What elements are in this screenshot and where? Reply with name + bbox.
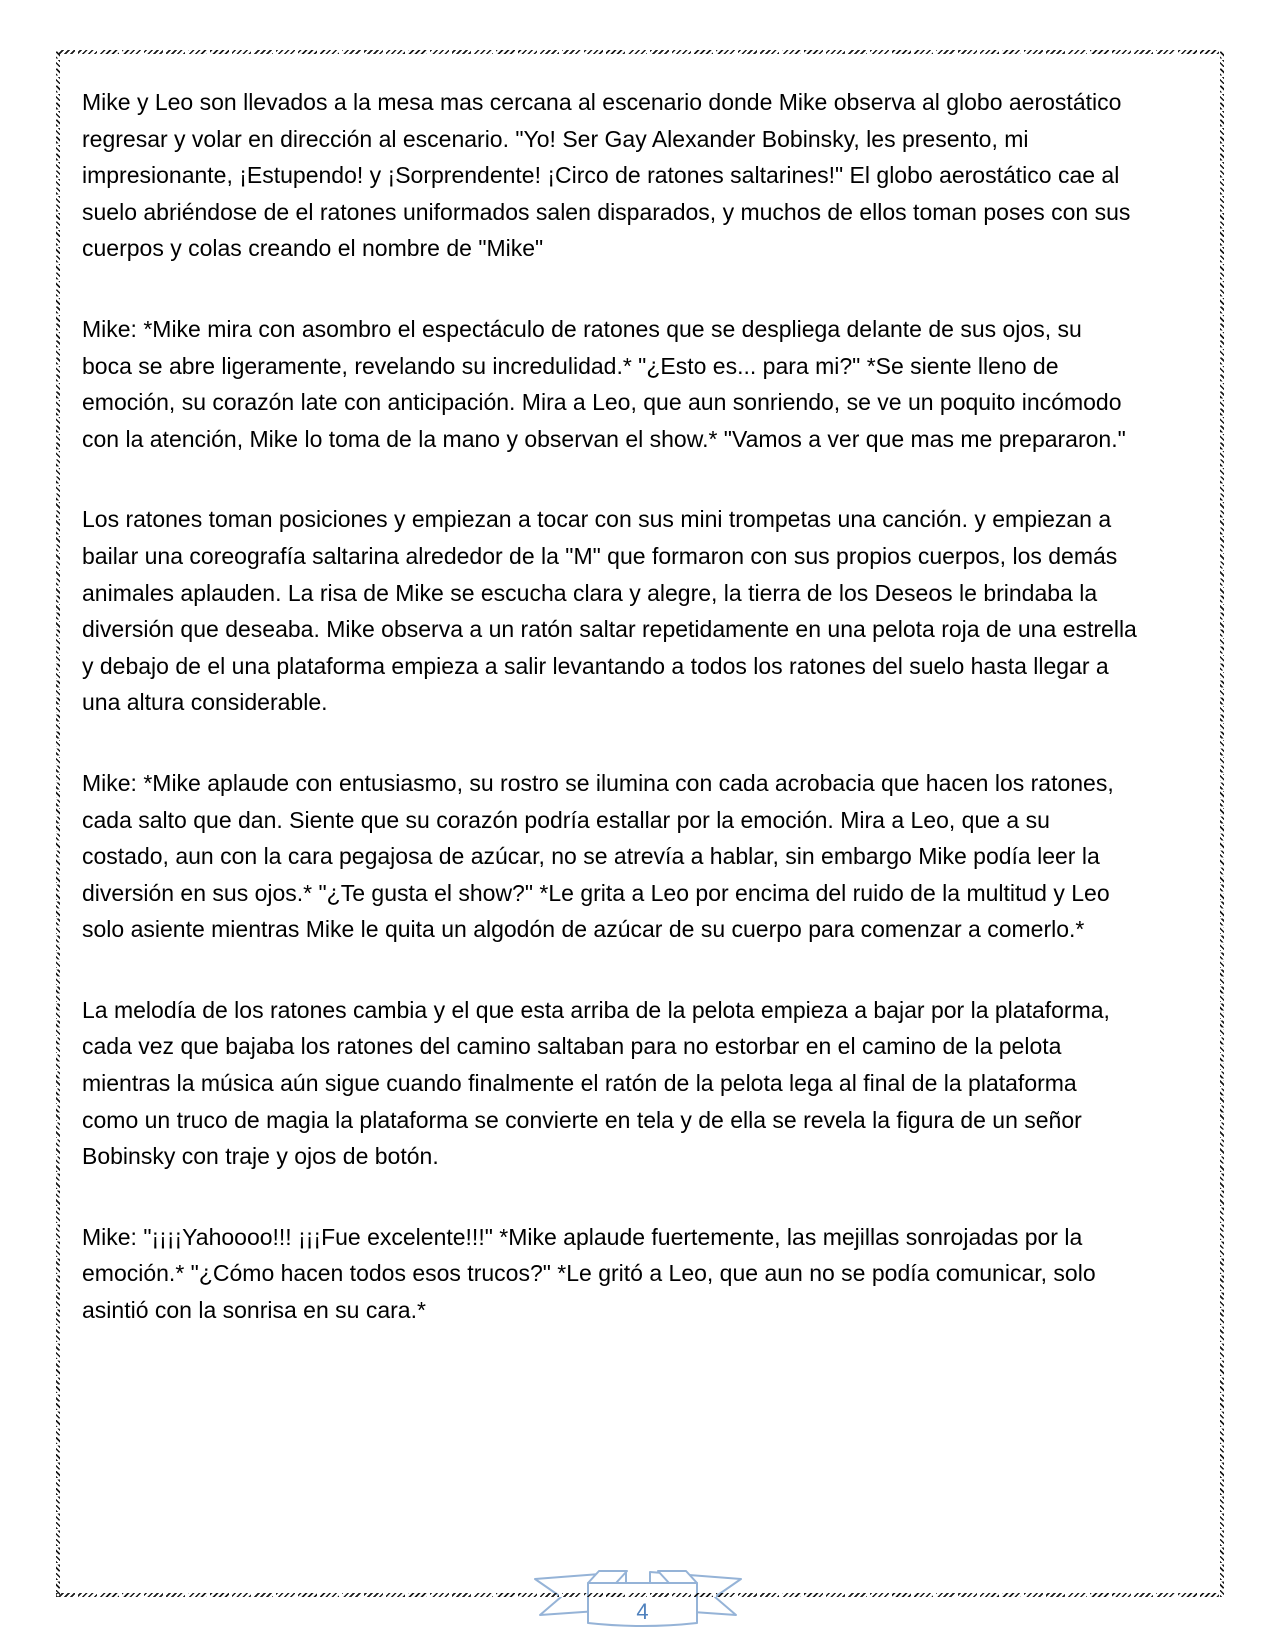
page-border-bottom [56,1593,1220,1597]
story-paragraph-2: Los ratones toman posiciones y empiezan a tocar con sus mini trompetas una canción. y empiezan a bailar una coreografía saltarina alrededor de la "M" que formaron con sus propios cuerpos, los demás animales aplauden. La risa de Mike se escucha clara y alegre, la tierra de los Deseos le brindaba la diversión que deseaba. Mike observa a un ratón saltar repetidamente en una pelota roja de una estrella y debajo de el una plataforma empieza a salir levantando a todos los ratones del suelo hasta llegar a una altura considerable. [82,506,1137,716]
page-border-left [56,50,60,1597]
document-body [82,84,1138,1373]
page-number-ribbon [531,1567,745,1629]
page-border-right [1220,50,1224,1597]
mike-dialogue-paragraph-2: Mike: *Mike aplaude con entusiasmo, su rostro se ilumina con cada acrobacia que hacen los ratones, cada salto que dan. Siente que su corazón podría estallar por la emoción. Mira a Leo, que a su costado, aun con la cara pegajosa de azúcar, no se atrevía a hablar, sin embargo Mike podía leer la diversión en sus ojos.* "¿Te gusta el show?" *Le grita a Leo por encima del ruido de la multitud y Leo solo asiente mientras Mike le quita un algodón de azúcar de su cuerpo para comenzar a comerlo.* [82,769,1114,943]
story-paragraph-1: Mike y Leo son llevados a la mesa mas cercana al escenario donde Mike observa al globo aerostático regresar y volar en dirección al escenario. "Yo! Ser Gay Alexander Bobinsky, les presento, mi impresionante, ¡Estupendo! y ¡Sorprendente! ¡Circo de ratones saltarines!" El globo aerostático cae al suelo abriéndose de el ratones uniformados salen disparados, y muchos de ellos toman poses con sus cuerpos y colas creando el nombre de "Mike" [82,89,1131,262]
story-paragraph-3: La melodía de los ratones cambia y el que esta arriba de la pelota empieza a bajar por la plataforma, cada vez que bajaba los ratones del camino saltaban para no estorbar en el camino de la pelota mientras la música aún sigue cuando finalmente el ratón de la pelota lega al final de la plataforma como un truco de magia la plataforma se convierte en tela y de ella se revela la figura de un señor Bobinsky con traje y ojos de botón. [82,996,1110,1170]
mike-dialogue-paragraph-1: Mike: *Mike mira con asombro el espectáculo de ratones que se despliega delante de sus ojos, su boca se abre ligeramente, revelando su incredulidad.* "¿Esto es... para mi?" *Se siente lleno de emoción, su corazón late con anticipación. Mira a Leo, que aun sonriendo, se ve un poquito incómodo con la atención, Mike lo toma de la mano y observan el show.* "Vamos a ver que mas me prepararon." [82,315,1126,452]
page-border-top [56,50,1220,54]
mike-dialogue-paragraph-3: Mike: "¡¡¡¡Yahoooo!!! ¡¡¡Fue excelente!!!" *Mike aplaude fuertemente, las mejillas sonrojadas por la emoción.* "¿Cómo hacen todos esos trucos?" *Le gritó a Leo, que aun no se podía comunicar, solo asintió con la sonrisa en su cara.* [82,1223,1096,1324]
page-number: 4 [636,1599,649,1624]
